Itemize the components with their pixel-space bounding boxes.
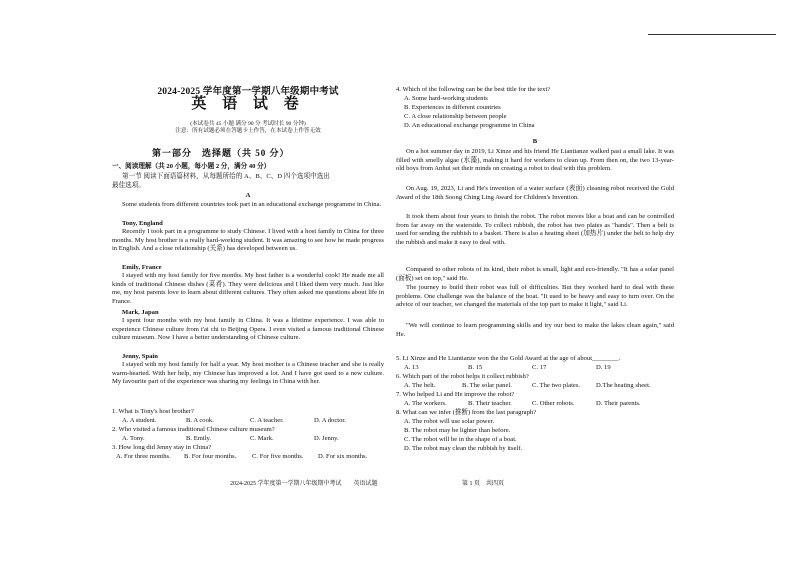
- option-a[interactable]: A. The workers.: [404, 400, 447, 407]
- instruction-line-2: 最佳选项。: [112, 182, 145, 189]
- question-5: 5. Li Xinze and He Liantianze won the the Gold Award at the age of about________.: [396, 355, 621, 362]
- passage-b-label: B: [532, 138, 538, 145]
- question-8-option-b[interactable]: B. The robot may be lighter than before.: [404, 427, 511, 434]
- option-b[interactable]: B. A cook.: [186, 417, 214, 424]
- header-rule: [648, 34, 776, 35]
- passage-b-paragraph-5: The journey to build their robot was full of difficulties. But they worked hard to deal with these problems. One challenge was the balance of the boat. "It used to be heavy and easy to turn over. On the advice of our teacher, we changed the materials of the top part to make it light," said Li.: [396, 284, 674, 309]
- question-3: 3. How long did Jenny stay in China?: [112, 444, 212, 451]
- footer-exam-name: 2024-2025 学年度第一学期八年级期中考试 英语试题: [230, 481, 378, 487]
- question-8-option-d[interactable]: D. The robot may clean the rubbish by itself.: [404, 445, 523, 452]
- option-b[interactable]: B. 15: [468, 364, 483, 371]
- option-a[interactable]: A. Tony.: [122, 435, 145, 442]
- question-3-options: [116, 453, 382, 461]
- student-name-mark: Mark, Japan: [122, 309, 159, 316]
- subject-title: 英 语 试 卷: [191, 96, 305, 112]
- student-text-emily: I stayed with my host family for five months. My host father is a wonderful cook! He made me all kinds of traditional Chinese dishes (菜肴). They were delicious and I liked them very much. Just like me, my host parents love to learn about different cultures. They often asked me questions about life in France.: [112, 272, 384, 305]
- question-4-option-a[interactable]: A. Some hard-working students: [404, 95, 488, 102]
- option-c[interactable]: C. A teacher.: [250, 417, 284, 424]
- question-2-options: [122, 435, 374, 443]
- student-text-jenny: I stayed with my host family for half a year. My host mother is a Chinese teacher and she is really warm-hearted. With her help, my Chinese has improved a lot. And I have got used to a new culture. My favourite part of the experience was sharing my feelings in China with her.: [112, 361, 384, 386]
- passage-a-intro: Some students from different countries took part in an educational exchange programme in China.: [122, 201, 382, 208]
- option-a[interactable]: A. 13: [404, 364, 419, 371]
- option-d[interactable]: D. 19: [596, 364, 611, 371]
- question-8-option-a[interactable]: A. The robot will use solar power.: [404, 418, 494, 425]
- question-6-options: [404, 382, 666, 390]
- option-c[interactable]: C. For five months.: [252, 453, 304, 460]
- option-c[interactable]: C. Other robots.: [532, 400, 575, 407]
- footer-page-number: 第 1 页 共四页: [462, 481, 505, 487]
- question-5-options: [404, 364, 656, 372]
- exam-title: 2024-2025 学年度第一学期八年级期中考试: [157, 87, 339, 97]
- option-b[interactable]: B. Emily.: [186, 435, 212, 442]
- passage-b-paragraph-2: On Aug. 19, 2023, Li and He's invention of a water surface (表面) cleaning robot received the Gold Award of the 18th Soong Ching Ling Award for Children's Invention.: [396, 185, 674, 201]
- option-b[interactable]: B. For four months.: [184, 453, 237, 460]
- passage-b-paragraph-3: It took them about four years to finish the robot. The robot moves like a boat and can be controlled from far away on the waterside. To collect rubbish, the robot has two plates as "hands". Then a belt is used for sending the rubbish to a basket. There is also a heating sheet (加热片) under the belt to help dry the rubbish and make it easy to deal with.: [396, 213, 674, 246]
- option-c[interactable]: C. The two plates.: [532, 382, 581, 389]
- option-a[interactable]: A. The belt.: [404, 382, 436, 389]
- student-name-jenny: Jenny, Spain: [122, 353, 158, 360]
- option-a[interactable]: A. For three months.: [116, 453, 171, 460]
- option-d[interactable]: D. A doctor.: [314, 417, 346, 424]
- exam-note-1: (本试卷共 45 小题 满分 90 分 考试时长 90 分钟): [190, 121, 306, 127]
- instruction-line-1: 第一节 阅读下面语篇材料，从每题所给的 A、B、C、D 四个选项中选出: [122, 173, 330, 180]
- section-title: 一、阅读理解（共 20 小题，每小题 2 分，满分 40 分）: [112, 163, 271, 170]
- exam-note-2: 注意：所有试题必须在答题卡上作答，在本试卷上作答无效: [175, 128, 321, 134]
- question-1: 1. What is Tony's host brother?: [112, 408, 194, 415]
- option-d[interactable]: D.The heating sheet.: [596, 382, 651, 389]
- part-title: 第一部分 选择题（共 50 分）: [152, 148, 290, 158]
- question-8: 8. What can we infer (推断) from the last paragraph?: [396, 409, 537, 416]
- student-text-mark: I spent four months with my host family in China. It was a lifetime experience. I was able to experience Chinese culture from t'ai chi to Beijing Opera. I even visited a famous traditional Chinese culture museum. Now I have a better understanding of Chinese culture.: [112, 317, 384, 342]
- passage-b-paragraph-6: "We will continue to learn programming skills and try our best to make the lakes clean again," said He.: [396, 322, 674, 338]
- option-c[interactable]: C. Mark.: [250, 435, 274, 442]
- question-7: 7. Who helped Li and He improve the robot?: [396, 391, 515, 398]
- question-4: 4. Which of the following can be the best title for the text?: [396, 86, 551, 93]
- question-4-option-b[interactable]: B. Experiences in different countries: [404, 104, 501, 111]
- option-a[interactable]: A. A student.: [122, 417, 157, 424]
- option-d[interactable]: D. For six months.: [318, 453, 368, 460]
- question-2: 2. Who visited a famous traditional Chinese culture museum?: [112, 426, 275, 433]
- student-text-tony: Recently I took part in a programme to study Chinese. I lived with a host family in China for three months. My host brother is a really hard-working student. It was amazing to see how he made progress in English. And a close relationship (关系) has developed between us.: [112, 228, 384, 253]
- option-d[interactable]: D. Their parents.: [596, 400, 641, 407]
- passage-a-label: A: [245, 192, 251, 199]
- question-1-options: [122, 417, 374, 425]
- passage-b-paragraph-1: On a hot summer day in 2019, Li Xinze and his friend He Liantianze walked past a small lake. It was filled with smelly algae (水藻), making it hard for workers to clean up. From then on, the two 13-year-old boys from Anhui set their minds on creating a robot to deal with this problem.: [396, 148, 674, 173]
- question-8-option-c[interactable]: C. The robot will be in the shape of a boat.: [404, 436, 517, 443]
- question-4-option-d[interactable]: D. An educational exchange programme in China: [404, 122, 535, 129]
- student-name-tony: Tony, England: [122, 220, 163, 227]
- student-name-emily: Emily, France: [122, 264, 162, 271]
- question-6: 6. Which part of the robot helps it collect rubbish?: [396, 373, 529, 380]
- question-4-option-c[interactable]: C. A close relationship between people: [404, 113, 507, 120]
- question-7-options: [404, 400, 662, 408]
- option-d[interactable]: D. Jenny.: [314, 435, 339, 442]
- option-b[interactable]: B. The solar panel.: [462, 382, 512, 389]
- option-b[interactable]: B. Their teacher.: [468, 400, 512, 407]
- option-c[interactable]: C. 17: [532, 364, 547, 371]
- passage-b-paragraph-4: Compared to other robots of its kind, their robot is small, light and eco-friendly. "It has a solar panel (面板) set on top," said He.: [396, 266, 674, 282]
